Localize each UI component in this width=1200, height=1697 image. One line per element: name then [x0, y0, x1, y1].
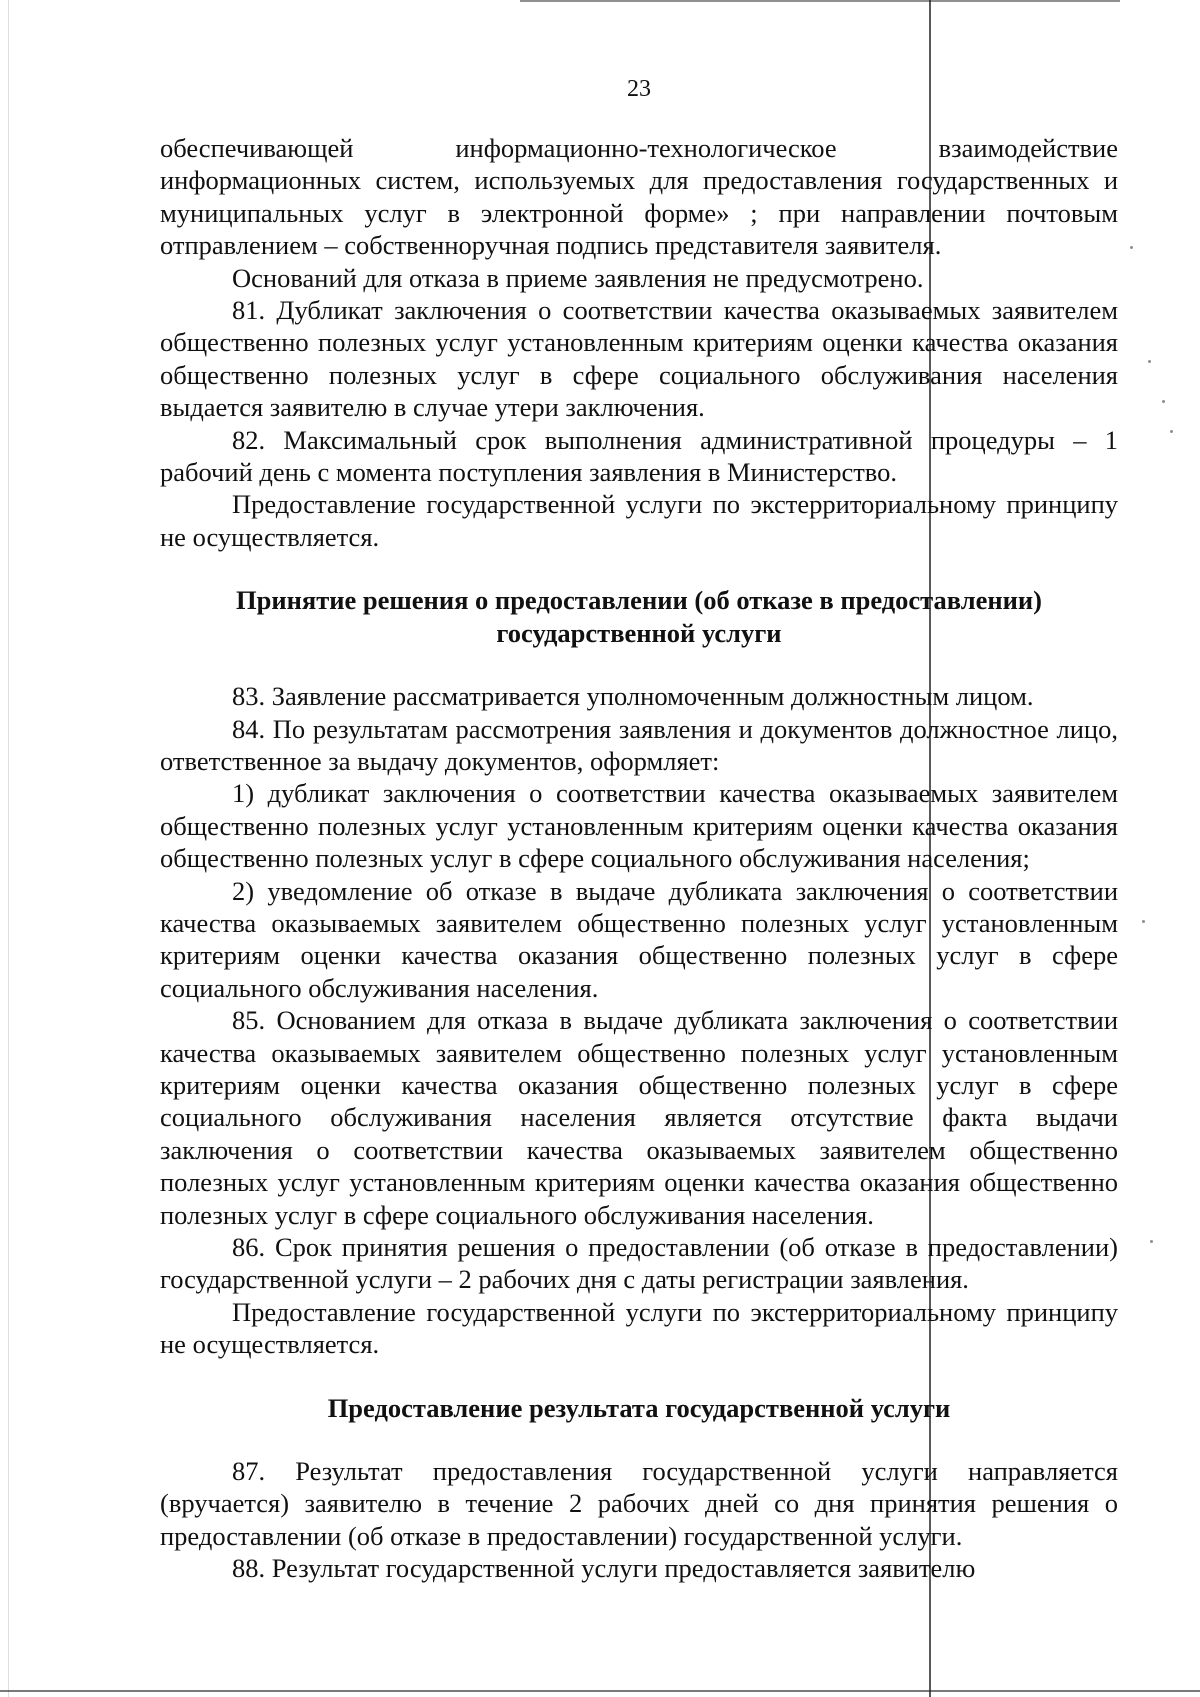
- paragraph: 2) уведомление об отказе в выдаче дубликата заключения о соответствии качества оказываемых заявителем общественно полезных услуг установленным критериям оценки качества оказания общественно полезных услуг в сфере социального обслуживания населения.: [160, 875, 1118, 1003]
- scan-speck: [1142, 920, 1145, 923]
- section-heading-result: Предоставление результата государственной услуги: [327, 1392, 951, 1423]
- text-block-result: [160, 1455, 1118, 1585]
- paragraph: 88. Результат государственной услуги предоставляется заявителю: [232, 1553, 976, 1584]
- paragraph: 81. Дубликат заключения о соответствии качества оказываемых заявителем общественно полезных услуг установленным критериям оценки качества оказания общественно полезных услуг в сфере социального обслуживания населения выдается заявителю в случае утери заключения.: [160, 295, 1118, 423]
- heading-line: Принятие решения о предоставлении (об отказе в предоставлении): [236, 585, 1042, 616]
- scan-speck: [1162, 400, 1165, 403]
- text-block-decision: [160, 680, 1118, 1361]
- scan-artifact-left-edge: [8, 0, 9, 1697]
- scan-speck: [1130, 246, 1133, 249]
- scan-speck: [1148, 360, 1151, 363]
- paragraph: 82. Максимальный срок выполнения административной процедуры – 1 рабочий день с момента поступления заявления в Министерство.: [160, 424, 1118, 488]
- paragraph: 1) дубликат заключения о соответствии качества оказываемых заявителем общественно полезных услуг установленным критериям оценки качества оказания общественно полезных услуг в сфере социального обслуживания населения;: [160, 778, 1118, 874]
- heading-line: государственной услуги: [496, 617, 782, 648]
- paragraph: 86. Срок принятия решения о предоставлении (об отказе в предоставлении) государственной услуги – 2 рабочих дня с даты регистрации заявления.: [160, 1232, 1118, 1295]
- paragraph: Предоставление государственной услуги по экстерриториальному принципу не осуществляется.: [160, 489, 1118, 552]
- scan-artifact-top-line: [520, 0, 1120, 2]
- page-number: 23: [627, 76, 651, 102]
- paragraph: 83. Заявление рассматривается уполномоченным должностным лицом.: [232, 681, 1034, 712]
- paragraph: обеспечивающей информационно-технологическое взаимодействие информационных систем, используемых для предоставления государственных и муниципальных услуг в электронной форме» ; при направлении почтовым отправлением – собственноручная подпись представителя заявителя.: [160, 133, 1118, 261]
- paragraph: 87. Результат предоставления государственной услуги направляется (вручается) заявителю в течение 2 рабочих дней со дня принятия решения о предоставлении (об отказе в предоставлении) государственной услуги.: [160, 1456, 1118, 1551]
- document-body: [160, 132, 1118, 1585]
- scan-speck: [1150, 1240, 1153, 1243]
- paragraph: 85. Основанием для отказа в выдаче дубликата заключения о соответствии качества оказываемых заявителем общественно полезных услуг установленным критериям оценки качества оказания общественно полезных услуг в сфере социального обслуживания населения является отсутствие факта выдачи заключения о соответствии качества оказываемых заявителем общественно полезных услуг установленным критериям оценки качества оказания общественно полезных услуг в сфере социального обслуживания населения.: [160, 1005, 1118, 1230]
- scan-artifact-bottom-line: [0, 1690, 1200, 1692]
- text-block-intro: [160, 132, 1118, 553]
- scan-speck: [1170, 430, 1173, 433]
- paragraph: Оснований для отказа в приеме заявления не предусмотрено.: [232, 262, 924, 293]
- section-heading-decision: [160, 584, 1118, 649]
- paragraph: Предоставление государственной услуги по экстерриториальному принципу не осуществляется.: [160, 1296, 1118, 1360]
- paragraph: 84. По результатам рассмотрения заявления и документов должностное лицо, ответственное за выдачу документов, оформляет:: [160, 713, 1118, 776]
